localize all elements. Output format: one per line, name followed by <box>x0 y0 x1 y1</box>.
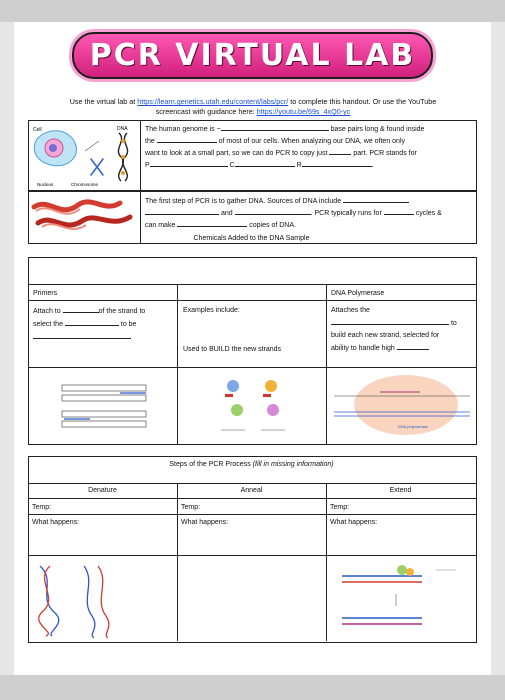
polymerase-diagram <box>330 372 473 438</box>
chemicals-col1 <box>177 284 178 444</box>
virtual-lab-link[interactable]: https://learn.genetics.utah.edu/content/labs/pcr/ <box>137 97 289 106</box>
genome-text <box>145 123 471 171</box>
sources-text-4: cycles & <box>415 210 442 217</box>
chemicals-image-line <box>28 367 476 368</box>
polymerase-text-1: Attaches the <box>331 307 370 314</box>
polymerase-text-2: to <box>450 320 457 327</box>
anneal-title: Anneal <box>240 487 263 494</box>
sources-text-2: and <box>220 210 233 217</box>
cell-label: Cell <box>33 127 42 133</box>
steps-heading <box>28 460 475 470</box>
extend-what: What happens: <box>330 519 378 526</box>
steps-heading-note: (fill in missing information) <box>252 461 334 468</box>
intro-line2-a: screencast with guidance here: <box>155 107 257 116</box>
steps-title-line <box>28 498 476 499</box>
period: . <box>371 162 374 169</box>
primers-text-2: of the strand to <box>98 308 146 315</box>
genome-text-5: want to look at a small part, so we can do PCR to copy just <box>145 150 328 157</box>
anneal-what: What happens: <box>181 519 229 526</box>
polymerase-text-3: build each new strand, selected for <box>331 332 440 339</box>
primers-text-4: to be <box>120 321 137 328</box>
denature-diagram <box>34 560 124 638</box>
dna-label: DNA <box>117 126 128 132</box>
sources-text-6: copies of DNA. <box>249 222 296 229</box>
answer-blank[interactable] <box>329 147 351 155</box>
chromosome-label: Chromosome <box>71 182 99 187</box>
genome-text-1: The human genome is ~ <box>145 126 221 133</box>
title-banner <box>0 32 505 79</box>
steps-col2 <box>326 483 327 641</box>
answer-blank[interactable] <box>235 207 311 215</box>
youtube-link[interactable]: https://youtu.be/69s_4xQ0-yc <box>256 107 351 116</box>
answer-blank[interactable] <box>157 135 217 143</box>
genome-text-4: of most of our cells. When analyzing our DNA, we often only <box>218 138 406 145</box>
sources-text-5: can make <box>145 222 176 229</box>
steps-col1 <box>177 483 178 641</box>
cell-dna-diagram <box>29 121 139 189</box>
extend-temp: Temp: <box>330 504 350 511</box>
denature-temp: Temp: <box>32 504 52 511</box>
nucleotides-diagram <box>215 374 295 438</box>
steps-heading-line <box>28 483 476 484</box>
bottom-bar <box>0 675 505 700</box>
temp-line <box>28 514 476 515</box>
primers-text-1: Attach to <box>33 308 61 315</box>
answer-blank[interactable] <box>145 207 219 215</box>
denature-title: Denature <box>88 487 117 494</box>
sources-text-3: . PCR typically runs for <box>310 210 382 217</box>
steps-heading-text: Steps of the PCR Process <box>169 461 251 468</box>
primers-text <box>33 305 175 344</box>
intro-text <box>28 97 478 117</box>
answer-blank[interactable] <box>33 331 131 339</box>
answer-blank[interactable] <box>235 159 295 167</box>
denature-what: What happens: <box>32 519 80 526</box>
steps-image-line <box>28 555 476 556</box>
genome-box-divider <box>140 120 141 191</box>
intro-line1-b: to complete this handout. Or use the YouTube <box>288 97 437 106</box>
chemicals-title-line <box>28 300 476 301</box>
anneal-temp: Temp: <box>181 504 201 511</box>
answer-blank[interactable] <box>63 305 99 313</box>
intro-line1-a: Use the virtual lab at <box>69 97 138 106</box>
chemicals-col2 <box>326 284 327 444</box>
genome-text-6: part. PCR stands for <box>353 150 417 157</box>
answer-blank[interactable] <box>397 342 429 350</box>
pcr-r: R <box>296 162 302 169</box>
pcr-p: P <box>145 162 150 169</box>
answer-blank[interactable] <box>65 318 119 326</box>
answer-blank[interactable] <box>150 159 228 167</box>
chemicals-heading: Chemicals Added to the DNA Sample <box>193 235 310 242</box>
answer-blank[interactable] <box>331 317 449 325</box>
extend-diagram <box>336 560 471 638</box>
extend-title: Extend <box>389 487 412 494</box>
answer-blank[interactable] <box>221 123 329 131</box>
pcr-c: C <box>229 162 235 169</box>
polymerase-title: DNA Polymerase <box>331 290 385 297</box>
genome-text-3: the <box>145 138 155 145</box>
nucleus-label: Nucleus <box>37 182 54 187</box>
answer-blank[interactable] <box>384 207 414 215</box>
dna-strands-image <box>30 193 138 239</box>
dna-sources-text <box>145 195 471 231</box>
answer-blank[interactable] <box>177 219 247 227</box>
page-title: PCR VIRTUAL LAB <box>72 32 434 79</box>
primers-diagram <box>60 375 150 437</box>
answer-blank[interactable] <box>343 195 409 203</box>
chemicals-heading-line <box>28 284 476 285</box>
primers-text-3: select the <box>33 321 63 328</box>
answer-blank[interactable] <box>302 159 372 167</box>
nucleotides-examples: Examples include: <box>183 307 240 314</box>
polymerase-text-4: ability to handle high <box>331 345 395 352</box>
top-bar <box>0 0 505 22</box>
primers-title: Primers <box>33 290 58 297</box>
polymerase-text <box>331 305 471 355</box>
nucleotides-used: Used to BUILD the new strands <box>183 346 282 353</box>
dna-polymerase-label: DNA polymerase <box>398 424 429 429</box>
sources-text-1: The first step of PCR is to gather DNA. Sources of DNA include <box>145 198 342 205</box>
genome-text-2: base pairs long & found inside <box>330 126 425 133</box>
